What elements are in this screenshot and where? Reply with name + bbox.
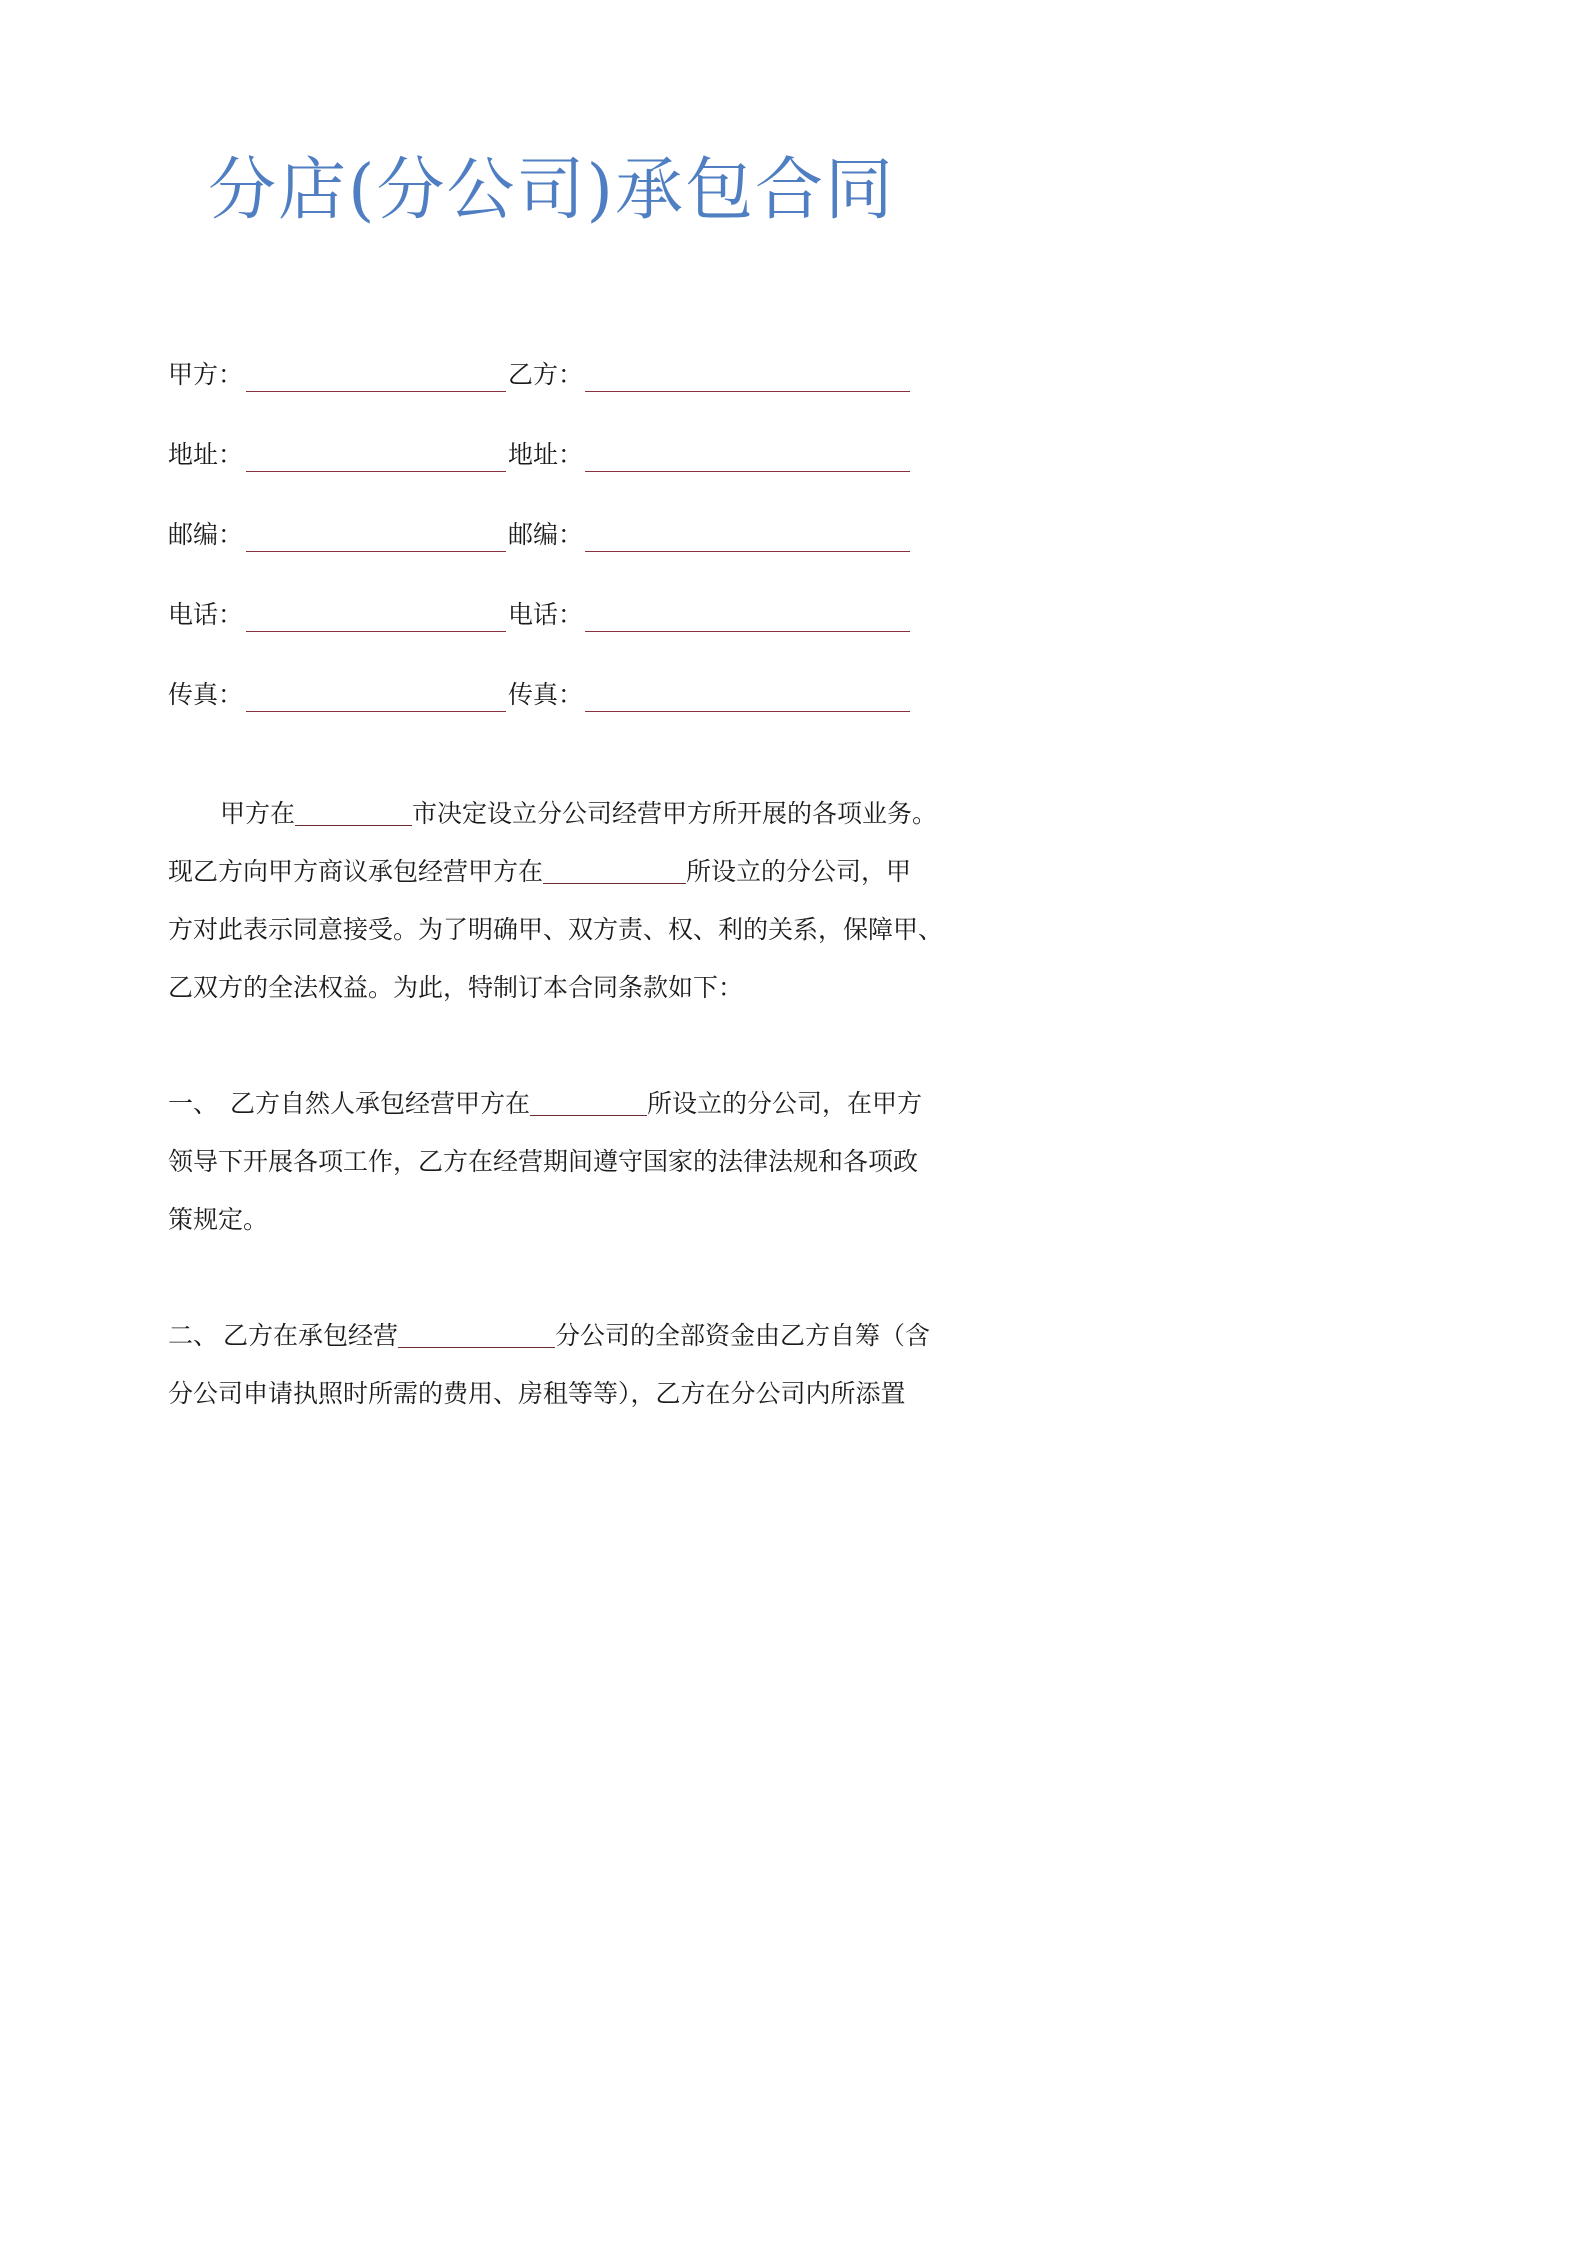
party-b-name-label: 乙方： bbox=[508, 360, 584, 389]
party-b-postcode-field[interactable] bbox=[585, 551, 910, 552]
clause-1 bbox=[168, 1075, 958, 1249]
party-a-phone-field[interactable] bbox=[246, 631, 506, 632]
intro-text-1a: 甲方在 bbox=[220, 799, 296, 828]
intro-paragraph bbox=[168, 785, 958, 1017]
clause-1-text-1b: 所设立的分公司，在甲方 bbox=[647, 1089, 923, 1118]
party-row-fax bbox=[168, 678, 928, 718]
intro-line-4: 乙双方的全法权益。为此，特制订本合同条款如下： bbox=[168, 973, 744, 1002]
party-a-name-label: 甲方： bbox=[168, 360, 244, 389]
party-b-phone-label: 电话： bbox=[508, 600, 584, 629]
party-a-postcode-field[interactable] bbox=[246, 551, 506, 552]
city-blank[interactable] bbox=[295, 799, 412, 826]
intro-line-1 bbox=[168, 785, 958, 843]
clause-2-text-1a: 乙方在承包经营 bbox=[223, 1321, 399, 1350]
party-a-phone-label: 电话： bbox=[168, 600, 244, 629]
party-b-postcode-label: 邮编： bbox=[508, 520, 584, 549]
party-b-fax-label: 传真： bbox=[508, 680, 584, 709]
clause-2-line-2: 分公司申请执照时所需的费用、房租等等），乙方在分公司内所添置 bbox=[168, 1379, 906, 1408]
page-title: 分店(分公司)承包合同 bbox=[207, 151, 896, 230]
clause-2-line-1 bbox=[168, 1307, 958, 1365]
party-row-address bbox=[168, 438, 928, 478]
intro-text-2b: 所设立的分公司，甲 bbox=[686, 857, 912, 886]
party-a-address-field[interactable] bbox=[246, 471, 506, 472]
clause-2-branch-blank[interactable] bbox=[398, 1321, 555, 1348]
party-row-postcode bbox=[168, 518, 928, 558]
branch-location-blank[interactable] bbox=[543, 857, 686, 884]
party-row-phone bbox=[168, 598, 928, 638]
party-a-name-field[interactable] bbox=[246, 391, 506, 392]
party-a-address-label: 地址： bbox=[168, 440, 244, 469]
clause-1-text-1a: 乙方自然人承包经营甲方在 bbox=[230, 1089, 531, 1118]
party-row-name bbox=[168, 358, 928, 398]
party-b-address-label: 地址： bbox=[508, 440, 584, 469]
clause-1-line-1 bbox=[168, 1075, 958, 1133]
clause-2-text-1b: 分公司的全部资金由乙方自筹（含 bbox=[555, 1321, 931, 1350]
clause-1-number: 一、 bbox=[168, 1089, 219, 1118]
party-b-address-field[interactable] bbox=[585, 471, 910, 472]
clause-1-line-3: 策规定。 bbox=[168, 1205, 269, 1234]
intro-text-1b: 市决定设立分公司经营甲方所开展的各项业务。 bbox=[412, 799, 938, 828]
clause-1-location-blank[interactable] bbox=[530, 1089, 647, 1116]
clause-2-number: 二、 bbox=[168, 1321, 219, 1350]
intro-line-2 bbox=[168, 843, 958, 901]
party-a-fax-label: 传真： bbox=[168, 680, 244, 709]
party-a-fax-field[interactable] bbox=[246, 711, 506, 712]
intro-text-2a: 现乙方向甲方商议承包经营甲方在 bbox=[168, 857, 544, 886]
clause-1-line-2: 领导下开展各项工作，乙方在经营期间遵守国家的法律法规和各项政 bbox=[168, 1147, 919, 1176]
intro-line-3: 方对此表示同意接受。为了明确甲、双方责、权、利的关系，保障甲、 bbox=[168, 915, 944, 944]
party-b-name-field[interactable] bbox=[585, 391, 910, 392]
party-b-fax-field[interactable] bbox=[585, 711, 910, 712]
party-a-postcode-label: 邮编： bbox=[168, 520, 244, 549]
clause-2 bbox=[168, 1307, 958, 1423]
party-b-phone-field[interactable] bbox=[585, 631, 910, 632]
